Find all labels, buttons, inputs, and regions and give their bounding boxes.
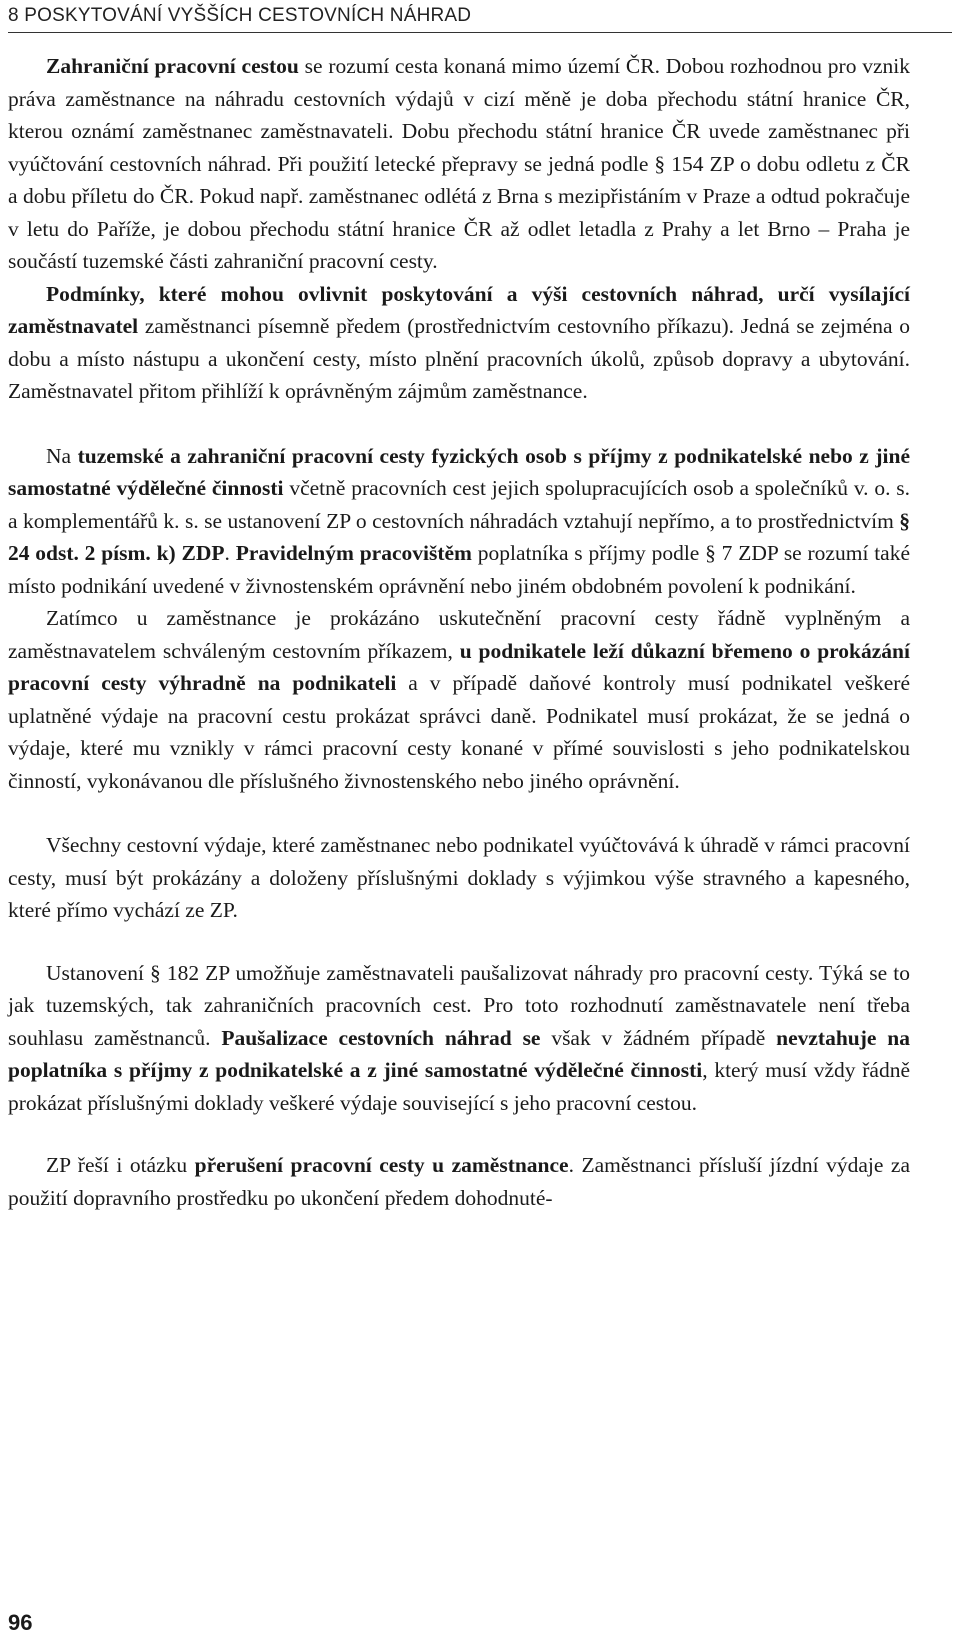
text-run: poplatníka s příjmy podle § 7 ZDP se rozumí také místo podnikání uvedené v živnostenském oprávnění nebo jiném obdobném povolení k podnikání. bbox=[8, 541, 911, 598]
spacer bbox=[8, 797, 910, 829]
text-run: . Zaměstnanci přísluší jízdní výdaje za použití dopravního prostředku po ukončení předem dohodnuté- bbox=[8, 1153, 911, 1210]
text-run: Ustanovení § 182 ZP umožňuje zaměstnavateli paušalizovat náhrady pro pracovní cesty. Týká se to jak tuzemských, tak zahraničních pracovních cest. Pro toto rozhodnutí zaměstnavatele není třeba souhlasu zaměstnanců. bbox=[8, 960, 910, 1050]
paragraph-conditions bbox=[8, 278, 910, 408]
bold-term: Paušalizace cestovních náhrad se bbox=[221, 1025, 541, 1050]
text-run: . bbox=[224, 541, 236, 565]
paragraph-foreign-trip bbox=[8, 50, 910, 278]
text-run: se rozumí cesta konaná mimo území ČR. Dobou rozhodnou pro vznik práva zaměstnance na náhradu cestovních výdajů v cizí měně je doba přechodu státní hranice ČR, kterou oznámí zaměstnanec zaměstnavateli. Dobu přechodu státní hranice ČR uvede zaměstnanec při vyúčtování cestovních náhrad. Při použití letecké přepravy se jedná podle § 154 ZP o dobu odletu z ČR a dobu příletu do ČR. Pokud např. zaměstnanec odlétá z Brna s mezipřistáním v Praze a odtud pokračuje v letu do Paříže, je dobou přechodu státní hranice ČR až odlet letadla z Prahy a let Brno – Praha je součástí tuzemské části zahraniční pracovní cesty. bbox=[8, 54, 910, 273]
text-run: Zatímco u zaměstnance je prokázáno uskutečnění pracovní cesty řádně vyplněným a zaměstnavatelem schváleným cestovním příkazem, bbox=[8, 606, 910, 663]
paragraph-entrepreneurs bbox=[8, 440, 910, 603]
header-rule bbox=[8, 32, 952, 33]
bold-term: přerušení pracovní cesty u zaměstnance bbox=[194, 1153, 569, 1177]
spacer bbox=[8, 408, 910, 440]
bold-term: nevztahuje na poplatníka s příjmy z podnikatelské a z jiné samostatné výdělečné činnosti bbox=[8, 1025, 911, 1082]
text-run: ZP řeší i otázku bbox=[46, 1153, 195, 1177]
text-run: Všechny cestovní výdaje, které zaměstnanec nebo podnikatel vyúčtovává k úhradě v rámci pracovní cesty, musí být prokázány a doloženy příslušnými doklady s výjimkou výše stravného a kapesného, které přímo vychází ze ZP. bbox=[8, 833, 910, 922]
text-run: a v případě daňové kontroly musí podnikatel veškeré uplatněné výdaje na pracovní cestu prokázat správci daně. Podnikatel musí prokázat, že se jedná o výdaje, které mu vznikly v rámci pracovní cesty konané v přímé souvislosti s jeho podnikatelskou činností, vykonávanou dle příslušného živnostenského nebo jiného oprávnění. bbox=[8, 671, 910, 793]
running-header bbox=[8, 2, 952, 38]
text-run: Na bbox=[46, 443, 78, 468]
bold-term: u podnikatele leží důkazní břemeno o prokázání pracovní cesty výhradně na podnikateli bbox=[8, 638, 910, 695]
bold-term: Podmínky, které mohou ovlivnit poskytování a výši cestovních náhrad, určí vysílající zaměstnavatel bbox=[8, 281, 910, 338]
bold-term: Zahraniční pracovní cestou bbox=[46, 54, 299, 78]
chapter-title: 8 POSKYTOVÁNÍ VYŠŠÍCH CESTOVNÍCH NÁHRAD bbox=[8, 5, 472, 26]
paragraph-expenses bbox=[8, 829, 910, 927]
paragraph-lump-sum bbox=[8, 957, 910, 1120]
paragraph-interruption bbox=[8, 1149, 910, 1214]
page-body bbox=[8, 50, 910, 1214]
bold-term: § 24 odst. 2 písm. k) ZDP bbox=[8, 508, 910, 565]
text-run: však v žádném případě bbox=[540, 1025, 777, 1050]
text-run: , který musí vždy řádně prokázat příslušnými doklady veškeré výdaje související s jeho pracovní cestou. bbox=[8, 1058, 910, 1115]
page-number: 96 bbox=[8, 1610, 33, 1635]
text-run: zaměstnanci písemně předem (prostřednictvím cestovního příkazu). Jedná se zejména o dobu a místo nástupu a ukončení cesty, místo plnění pracovních úkolů, způsob dopravy a ubytování. Zaměstnavatel přitom přihlíží k oprávněným zájmům zaměstnance. bbox=[8, 314, 910, 403]
bold-term: tuzemské a zahraniční pracovní cesty fyzických osob s příjmy z podnikatelské nebo z jiné samostatné výdělečné činnosti bbox=[8, 443, 910, 500]
spacer bbox=[8, 1119, 910, 1149]
paragraph-burden-of-proof bbox=[8, 602, 910, 797]
spacer bbox=[8, 927, 910, 957]
text-run: včetně pracovních cest jejich spolupracujících osob a společníků v. o. s. a komplementářů k. s. se ustanovení ZP o cestovních náhradách vztahují nepřímo, a to prostřednictvím bbox=[8, 476, 910, 533]
bold-term: Pravidelným pracovištěm bbox=[235, 541, 472, 565]
